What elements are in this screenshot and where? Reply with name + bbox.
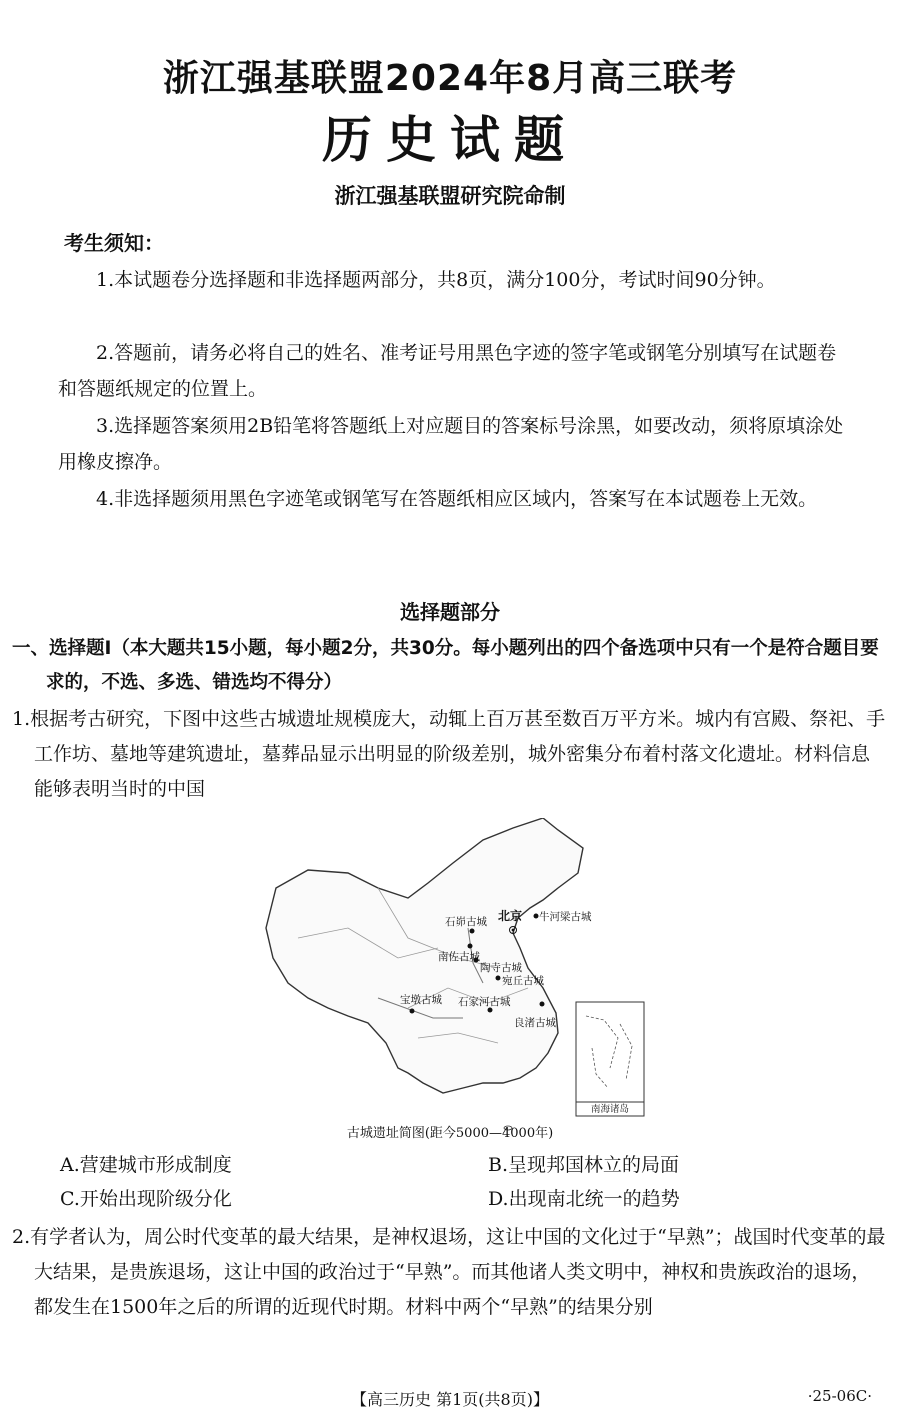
city-dot: [540, 1002, 545, 1007]
city-dot: [470, 929, 475, 934]
part-heading: 一、选择题Ⅰ（本大题共15小题，每小题2分，共30分。每小题列出的四个备选项中只有一个是符合题目要求的，不选、多选、错选均不得分）: [12, 638, 879, 693]
section-heading: 选择题部分: [400, 600, 500, 624]
south-sea-inset: [576, 1002, 644, 1116]
option-a: A.营建城市形成制度: [60, 1154, 232, 1176]
notice-item: 3.选择题答案须用2B铅笔将答题纸上对应题目的答案标号涂黑，如要改动，须将原填涂处用橡皮擦净。: [58, 415, 844, 473]
question-2-stem: 2.有学者认为，周公时代变革的最大结果，是神权退场，这让中国的文化过于“早熟”；战国时代变革的最大结果，是贵族退场，这让中国的政治过于“早熟”。而其他诸人类文明中，神权和贵族政治的退场，都发生在1500年之后的所谓的近现代时期。材料中两个“早熟”的结果分别: [12, 1226, 886, 1318]
map-label-shimao: 石峁古城: [445, 916, 487, 928]
notice-item: 1.本试题卷分选择题和非选择题两部分，共8页，满分100分，考试时间90分钟。: [96, 269, 776, 291]
map-label-taosi: 陶寺古城: [480, 962, 522, 974]
map-label-niuheliang: 牛河梁古城: [539, 911, 592, 923]
map-label-nanzuo: 南佐古城: [438, 951, 480, 963]
page-footer: 【高三历史 第1页(共8页)】: [351, 1390, 549, 1409]
option-b: B.呈现邦国林立的局面: [488, 1154, 680, 1176]
city-dot: [496, 976, 501, 981]
ancient-city-map: [258, 818, 658, 1148]
map-label-shijiahe: 石家河古城: [458, 996, 511, 1008]
city-dot: [488, 1008, 493, 1013]
exam-title: 浙江强基联盟2024年8月高三联考: [162, 58, 738, 99]
exam-author: 浙江强基联盟研究院命制: [334, 184, 566, 208]
city-dot: [410, 1009, 415, 1014]
notice-item: 4.非选择题须用黑色字迹笔或钢笔写在答题纸相应区域内，答案写在本试题卷上无效。: [96, 488, 818, 510]
notice-item: 2.答题前，请务必将自己的姓名、准考证号用黑色字迹的签字笔或钢笔分别填写在试题卷和答题纸规定的位置上。: [58, 342, 837, 400]
city-dot: [468, 944, 473, 949]
subject-title: 历史试题: [322, 111, 578, 169]
city-dot: [534, 914, 539, 919]
inset-label: 南海诸岛: [590, 1104, 630, 1115]
option-d: D.出现南北统一的趋势: [488, 1188, 680, 1210]
map-label-baodun: 宝墩古城: [400, 994, 442, 1006]
notice-heading: 考生须知：: [64, 231, 164, 255]
china-outline: [266, 818, 583, 1093]
map-label-beijing: 北京: [498, 909, 523, 923]
map-caption: 古城遗址简图(距今5000—4000年): [346, 1126, 554, 1141]
map-label-liangzhu: 良渚古城: [514, 1017, 556, 1029]
map-label-wanqiu: 宛丘古城: [502, 975, 544, 987]
paper-code: ·25-06C·: [807, 1387, 872, 1405]
question-1-stem: 1.根据考古研究，下图中这些古城遗址规模庞大，动辄上百万甚至数百万平方米。城内有宫殿、祭祀、手工作坊、墓地等建筑遗址，墓葬品显示出明显的阶级差别，城外密集分布着村落文化遗址。材料信息能够表明当时的中国: [12, 708, 886, 800]
option-c: C.开始出现阶级分化: [60, 1188, 232, 1210]
